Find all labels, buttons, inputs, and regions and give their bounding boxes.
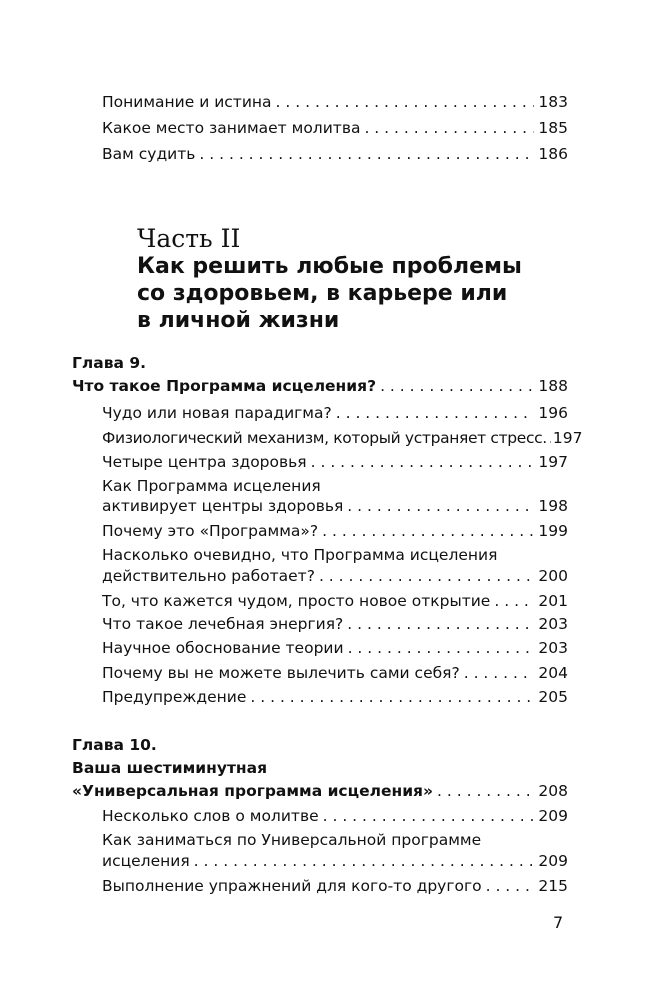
toc-entry-title: Физиологический механизм, который устраняет стресс. [102, 429, 547, 447]
toc-entry-page: 215 [538, 877, 568, 895]
chapter-title-entry[interactable] [72, 376, 568, 396]
toc-entry-title: Какое место занимает молитва [102, 119, 361, 137]
toc-entry-title: Вам судить [102, 145, 196, 163]
toc-leader [194, 851, 535, 871]
toc-leader [276, 92, 535, 112]
part-title-line: Как решить любые проблемы [137, 254, 522, 279]
toc-entry-title: Четыре центра здоровья [102, 453, 307, 471]
toc-entry[interactable] [102, 521, 568, 541]
toc-entry-title: Чудо или новая парадигма? [102, 404, 332, 422]
toc-entry-title: активирует центры здоровья [102, 497, 344, 515]
toc-leader [319, 566, 534, 586]
toc-entry-page: 209 [538, 852, 568, 870]
toc-leader [250, 687, 534, 707]
toc-entry-page: 198 [538, 497, 568, 515]
toc-entry-page: 197 [538, 453, 568, 471]
toc-leader [380, 376, 534, 396]
toc-entry-title-line1: Насколько очевидно, что Программа исцеления [102, 546, 498, 564]
toc-entry-page: 201 [538, 592, 568, 610]
chapter-title-line1: Ваша шестиминутная [72, 759, 268, 777]
toc-entry-page: 200 [538, 567, 568, 585]
toc-leader [549, 428, 551, 448]
toc-entry-title: исцеления [102, 852, 190, 870]
toc-leader [494, 591, 534, 611]
toc-entry[interactable] [102, 428, 583, 448]
toc-entry-title: Почему вы не можете вылечить сами себя? [102, 664, 460, 682]
chapter-label: Глава 10. [72, 736, 157, 754]
toc-entry[interactable] [102, 851, 568, 871]
toc-entry-title: действительно работает? [102, 567, 315, 585]
toc-entry-title: Предупреждение [102, 688, 247, 706]
toc-leader [322, 521, 534, 541]
toc-leader [323, 806, 535, 826]
toc-entry-title: Почему это «Программа»? [102, 522, 319, 540]
toc-entry-page: 203 [538, 639, 568, 657]
chapter-title: Что такое Программа исцеления? [72, 377, 377, 395]
toc-entry-title: Что такое лечебная энергия? [102, 615, 344, 633]
toc-leader [486, 876, 535, 896]
part-title-line: в личной жизни [137, 308, 340, 333]
toc-entry-title-line1: Как Программа исцеления [102, 477, 321, 495]
toc-entry-page: 205 [538, 688, 568, 706]
part-title-line: со здоровьем, в карьере или [137, 281, 508, 306]
toc-leader [347, 496, 534, 516]
toc-entry-title: Выполнение упражнений для кого-то другого [102, 877, 482, 895]
toc-entry[interactable] [102, 496, 568, 516]
toc-entry-page: 204 [538, 664, 568, 682]
chapter-title: «Универсальная программа исцеления» [72, 782, 434, 800]
toc-entry[interactable] [102, 638, 568, 658]
toc-leader [336, 403, 535, 423]
toc-entry-page: 185 [538, 119, 568, 137]
toc-entry[interactable] [102, 144, 568, 164]
toc-entry-page: 197 [552, 429, 583, 447]
toc-entry[interactable] [102, 591, 568, 611]
toc-entry-page: 183 [538, 93, 568, 111]
toc-entry-page: 209 [538, 807, 568, 825]
toc-entry-title: То, что кажется чудом, просто новое открытие [102, 592, 491, 610]
part-label: Часть II [137, 224, 241, 253]
toc-entry[interactable] [102, 118, 568, 138]
toc-leader [464, 663, 535, 683]
toc-leader [347, 614, 534, 634]
toc-entry-page: 196 [538, 404, 568, 422]
toc-entry[interactable] [102, 92, 568, 112]
toc-entry[interactable] [102, 876, 568, 896]
toc-entry[interactable] [102, 687, 568, 707]
toc-entry-page: 203 [538, 615, 568, 633]
toc-entry-page: 186 [538, 145, 568, 163]
page-number: 7 [553, 913, 564, 932]
toc-entry[interactable] [102, 566, 568, 586]
toc-entry-page: 199 [538, 522, 568, 540]
toc-entry-page: 188 [538, 377, 568, 395]
toc-entry-title: Несколько слов о молитве [102, 807, 319, 825]
toc-leader [311, 452, 535, 472]
toc-entry-title: Научное обоснование теории [102, 639, 344, 657]
chapter-label: Глава 9. [72, 354, 147, 372]
toc-leader [364, 118, 534, 138]
toc-entry[interactable] [102, 663, 568, 683]
toc-entry[interactable] [102, 614, 568, 634]
toc-leader [348, 638, 535, 658]
toc-entry-title: Понимание и истина [102, 93, 272, 111]
toc-leader [437, 781, 534, 801]
toc-entry[interactable] [102, 403, 568, 423]
toc-entry-title-line1: Как заниматься по Универсальной программе [102, 831, 482, 849]
chapter-title-entry[interactable] [72, 781, 568, 801]
toc-entry[interactable] [102, 452, 568, 472]
toc-leader [199, 144, 534, 164]
toc-entry-page: 208 [538, 782, 568, 800]
toc-entry[interactable] [102, 806, 568, 826]
